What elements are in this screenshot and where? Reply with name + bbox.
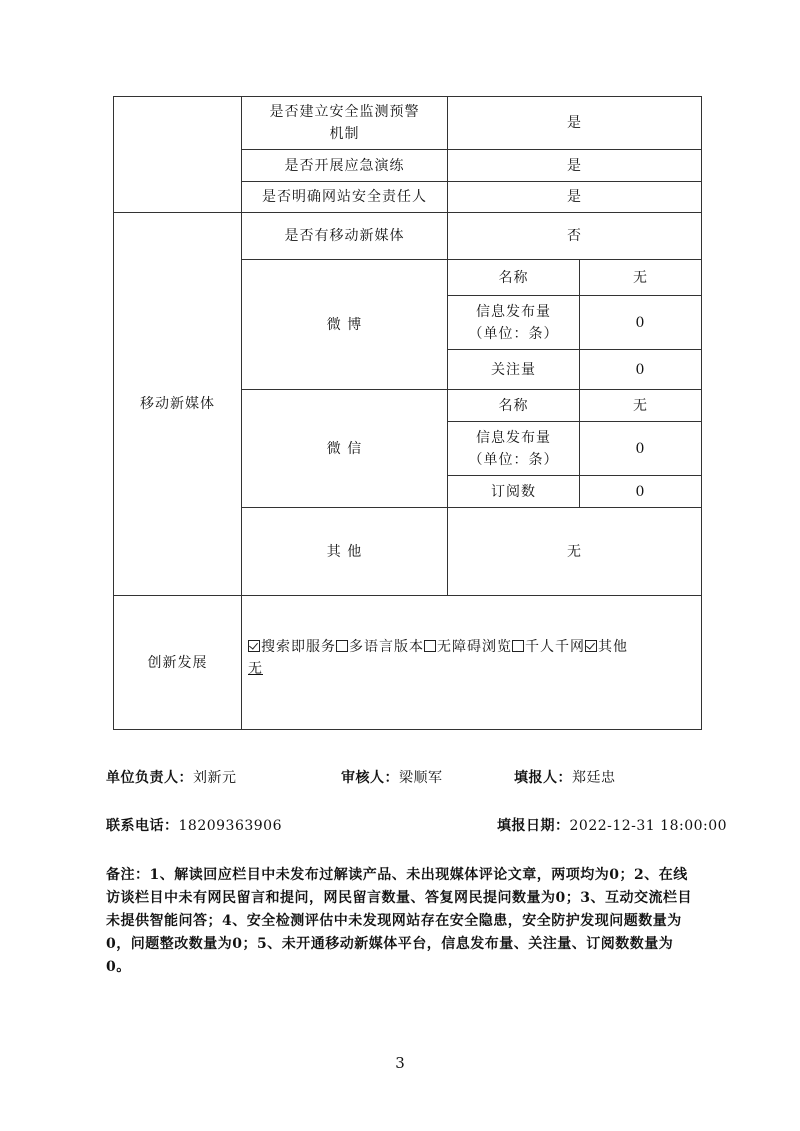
weibo-label: 微 博 [242,260,448,390]
fill-date: 2022-12-31 18:00:00 [569,818,728,834]
option-accessibility[interactable]: 无障碍浏览 [424,639,512,655]
filler-line: 填报人：郑廷忠 [514,770,616,786]
sub-value: 0 [580,296,702,350]
option-multilanguage[interactable]: 多语言版本 [336,639,424,655]
checkbox-checked-icon[interactable] [248,640,260,652]
filler-name: 郑廷忠 [572,770,616,786]
reviewer-line: 审核人：梁顺军 [341,770,443,786]
option-personalized[interactable]: 千人千网 [512,639,585,655]
date-line: 填报日期：2022-12-31 18:00:00 [497,818,728,834]
sub-label: 关注量 [448,350,580,390]
table-row [114,213,702,260]
sub-value: 0 [580,350,702,390]
row-label: 是否建立安全监测预警 机制 [242,97,448,150]
sub-label: 信息发布量 （单位：条） [448,296,580,350]
sub-label: 名称 [448,390,580,422]
sub-value: 0 [580,476,702,508]
option-other[interactable]: 其他 [585,639,628,655]
row-label: 是否开展应急演练 [242,150,448,182]
row-value: 是 [448,97,702,150]
checkbox-empty-icon[interactable] [512,640,524,652]
option-search-as-service[interactable]: 搜索即服务 [248,639,336,655]
section-label-media: 移动新媒体 [114,213,242,596]
report-table [113,96,702,730]
row-label: 是否有移动新媒体 [242,213,448,260]
phone-line: 联系电话：18209363906 [106,818,282,834]
leader-name: 刘新元 [193,770,237,786]
innovation-options [242,596,702,730]
checkbox-empty-icon[interactable] [336,640,348,652]
sub-label: 信息发布量 （单位：条） [448,422,580,476]
page-number: 3 [395,1054,405,1072]
remarks: 备注：1、解读回应栏目中未发布过解读产品、未出现媒体评论文章，两项均为0；2、在线访谈栏目中未有网民留言和提问，网民留言数量、答复网民提问数量为0；3、互动交流栏目未提供智能问答；4、安全检测评估中未发现网站存在安全隐患，安全防护发现问题数量为0，问题整改数量为0；5、未开通移动新媒体平台，信息发布量、关注量、订阅数数量为0。 [106,867,692,975]
row-value: 否 [448,213,702,260]
wechat-label: 微 信 [242,390,448,508]
section-label-innovation: 创新发展 [114,596,242,730]
phone-number: 18209363906 [178,818,282,834]
section-cell-blank [114,97,242,213]
sub-value: 无 [580,390,702,422]
row-value: 是 [448,150,702,182]
other-text: 无 [248,660,263,677]
sub-value: 无 [580,260,702,296]
other-label: 其 他 [242,508,448,596]
row-label: 是否明确网站安全责任人 [242,182,448,213]
sub-value: 0 [580,422,702,476]
reviewer-name: 梁顺军 [399,770,443,786]
checkbox-empty-icon[interactable] [424,640,436,652]
row-value: 是 [448,182,702,213]
table-row [114,97,702,150]
other-value: 无 [448,508,702,596]
sub-label: 名称 [448,260,580,296]
sub-label: 订阅数 [448,476,580,508]
checkbox-checked-icon[interactable] [585,640,597,652]
leader-line: 单位负责人：刘新元 [106,770,237,786]
table-row [114,596,702,730]
